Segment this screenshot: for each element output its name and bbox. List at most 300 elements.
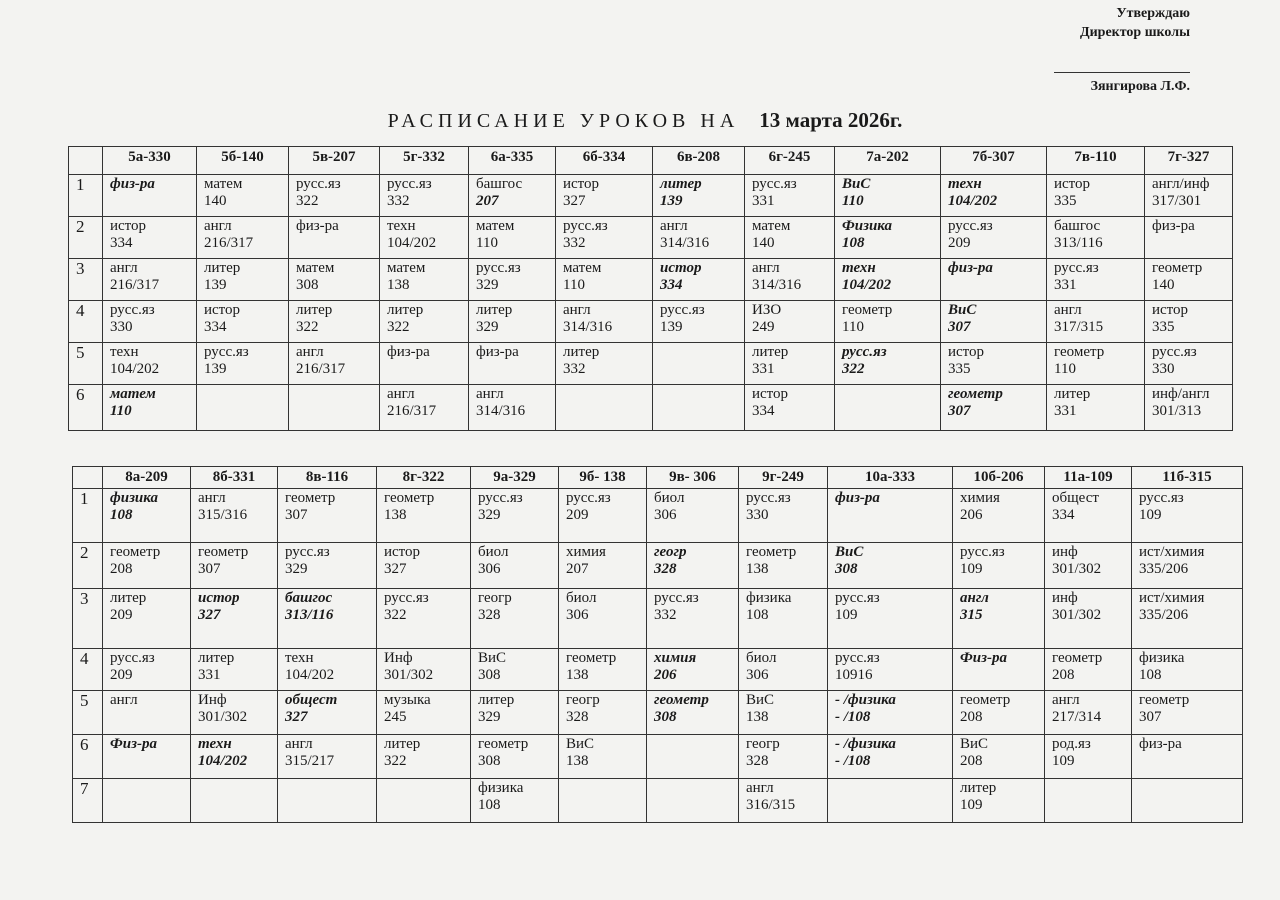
lesson-cell [191, 649, 278, 691]
subject: русс.яз [566, 490, 611, 506]
subject: русс.яз [296, 176, 341, 192]
room-number: 308 [654, 709, 677, 725]
room-number: 331 [752, 361, 775, 377]
lesson-cell [835, 175, 941, 217]
subject: матем [296, 260, 335, 276]
lesson-cell [953, 589, 1045, 649]
subject: техн [842, 260, 876, 276]
room-number: 245 [384, 709, 407, 725]
subject: русс.яз [842, 344, 887, 360]
lesson-cell [197, 343, 289, 385]
subject: физ-ра [948, 260, 993, 276]
room-number: 335 [1152, 319, 1175, 335]
class-header: 9б- 138 [559, 467, 647, 489]
class-header: 6а-335 [469, 147, 556, 175]
lesson-cell [191, 779, 278, 823]
subject: русс.яз [285, 544, 330, 560]
subject: литер [960, 780, 997, 796]
lesson-cell [739, 649, 828, 691]
room-number: 306 [746, 667, 769, 683]
subject: англ [752, 260, 780, 276]
lesson-cell [1045, 649, 1132, 691]
subject: физика [478, 780, 524, 796]
lesson-cell [103, 779, 191, 823]
lesson-cell [377, 649, 471, 691]
lesson-cell [103, 543, 191, 589]
room-number: 306 [566, 607, 589, 623]
room-number: 322 [842, 361, 865, 377]
lesson-row [73, 779, 1243, 823]
lesson-cell [739, 543, 828, 589]
room-number: 209 [566, 507, 589, 523]
room-number: 332 [654, 607, 677, 623]
room-number: 329 [476, 277, 499, 293]
room-number: 328 [654, 561, 677, 577]
lesson-cell [103, 649, 191, 691]
subject: литер [752, 344, 789, 360]
subject: общест [285, 692, 338, 708]
subject: матем [752, 218, 791, 234]
class-header: 10а-333 [828, 467, 953, 489]
room-number: 307 [948, 403, 971, 419]
lesson-cell [377, 543, 471, 589]
subject: биол [566, 590, 597, 606]
class-header: 5б-140 [197, 147, 289, 175]
lesson-cell [835, 385, 941, 431]
subject: ИЗО [752, 302, 782, 318]
schedule-date: 13 марта 2026г. [759, 108, 903, 132]
room-number: 332 [563, 235, 586, 251]
room-number: 329 [285, 561, 308, 577]
room-number: 308 [835, 561, 858, 577]
subject: литер [204, 260, 241, 276]
room-number: 207 [476, 193, 499, 209]
lesson-cell [380, 259, 469, 301]
lesson-cell [469, 301, 556, 343]
subject: русс.яз [948, 218, 993, 234]
subject: геометр [110, 544, 161, 560]
room-number: 306 [654, 507, 677, 523]
room-number: 331 [752, 193, 775, 209]
lesson-number: 1 [73, 489, 103, 543]
approver-position: Директор школы [1079, 25, 1190, 40]
lesson-number: 7 [73, 779, 103, 823]
class-header: 8г-322 [377, 467, 471, 489]
subject: башгос [1054, 218, 1101, 234]
subject: физ-ра [110, 176, 155, 192]
room-number: 109 [1052, 753, 1075, 769]
class-header: 7а-202 [835, 147, 941, 175]
lesson-cell [1132, 691, 1243, 735]
subject: геометр [1152, 260, 1203, 276]
subject: ВиС [835, 544, 864, 560]
lesson-cell [559, 543, 647, 589]
subject: Инф [384, 650, 413, 666]
subject: геометр [842, 302, 893, 318]
lesson-cell [559, 589, 647, 649]
subject: ВиС [842, 176, 871, 192]
lesson-cell [1145, 385, 1233, 431]
lesson-cell [191, 543, 278, 589]
subject: физ-ра [835, 490, 880, 506]
lesson-cell [739, 735, 828, 779]
room-number: 301/302 [198, 709, 248, 725]
subject: физ-ра [476, 344, 519, 360]
room-number: 332 [387, 193, 410, 209]
class-header: 11б-315 [1132, 467, 1243, 489]
room-number: 109 [960, 561, 983, 577]
room-number: 334 [1052, 507, 1075, 523]
room-number: 10916 [835, 667, 873, 683]
subject: англ [285, 736, 313, 752]
subject: литер [478, 692, 515, 708]
subject: геогр [478, 590, 512, 606]
room-number: 108 [746, 607, 769, 623]
room-number: 330 [110, 319, 133, 335]
room-number: 314/316 [563, 319, 613, 335]
approve-label: Утверждаю [1116, 6, 1190, 21]
class-header: 5а-330 [103, 147, 197, 175]
room-number: 334 [660, 277, 683, 293]
lesson-row [73, 735, 1243, 779]
subject: - /физика [835, 736, 896, 752]
room-number: - /108 [835, 753, 871, 769]
subject: англ [1054, 302, 1082, 318]
lesson-row [73, 649, 1243, 691]
room-number: 104/202 [110, 361, 160, 377]
room-number: 329 [478, 507, 501, 523]
subject: химия [960, 490, 1000, 506]
lesson-cell [191, 735, 278, 779]
lesson-cell [289, 385, 380, 431]
subject: геометр [654, 692, 709, 708]
room-number: 301/302 [1052, 607, 1102, 623]
lesson-cell [653, 385, 745, 431]
lesson-cell [103, 175, 197, 217]
subject: русс.яз [478, 490, 523, 506]
subject: литер [387, 302, 424, 318]
class-header: 8а-209 [103, 467, 191, 489]
subject: геометр [566, 650, 617, 666]
subject: Инф [198, 692, 227, 708]
room-number: 308 [478, 753, 501, 769]
subject: истор [1054, 176, 1091, 192]
lesson-cell [745, 385, 835, 431]
lesson-cell [103, 301, 197, 343]
subject: матем [110, 386, 156, 402]
room-number: - /108 [835, 709, 871, 725]
lesson-cell [647, 543, 739, 589]
lesson-number: 5 [73, 691, 103, 735]
subject: англ [110, 692, 138, 708]
room-number: 108 [842, 235, 865, 251]
room-number: 315 [960, 607, 983, 623]
subject: инф [1052, 590, 1078, 606]
room-number: 306 [478, 561, 501, 577]
lesson-cell [953, 691, 1045, 735]
subject: физика [110, 490, 159, 506]
lesson-cell [1045, 589, 1132, 649]
lesson-cell [1132, 489, 1243, 543]
lesson-cell [278, 649, 377, 691]
lesson-cell [1047, 259, 1145, 301]
lesson-cell [835, 217, 941, 259]
lesson-cell [556, 217, 653, 259]
subject: матем [204, 176, 243, 192]
room-number: 109 [960, 797, 983, 813]
lesson-cell [828, 779, 953, 823]
subject: русс.яз [835, 590, 880, 606]
lesson-cell [471, 691, 559, 735]
lesson-cell [647, 779, 739, 823]
lesson-cell [278, 735, 377, 779]
lesson-cell [1132, 779, 1243, 823]
lesson-cell [828, 691, 953, 735]
schedule-table-grades-5-7 [68, 146, 1233, 431]
class-header: 5в-207 [289, 147, 380, 175]
lesson-cell [1132, 543, 1243, 589]
room-number: 138 [566, 667, 589, 683]
lesson-cell [653, 259, 745, 301]
lesson-cell [289, 301, 380, 343]
room-number: 209 [110, 607, 133, 623]
subject: истор [384, 544, 421, 560]
lesson-cell [1132, 649, 1243, 691]
subject: физ-ра [1139, 736, 1182, 752]
lesson-cell [828, 589, 953, 649]
lesson-cell [1045, 691, 1132, 735]
class-header: 10б-206 [953, 467, 1045, 489]
room-number: 110 [110, 403, 132, 419]
subject: русс.яз [654, 590, 699, 606]
room-number: 140 [204, 193, 227, 209]
subject: русс.яз [476, 260, 521, 276]
lesson-cell [653, 217, 745, 259]
subject: геометр [285, 490, 336, 506]
room-number: 335 [1054, 193, 1077, 209]
lesson-cell [828, 543, 953, 589]
room-number: 208 [110, 561, 133, 577]
lesson-cell [745, 175, 835, 217]
room-number: 322 [296, 193, 319, 209]
subject: англ [1052, 692, 1080, 708]
subject: русс.яз [1054, 260, 1099, 276]
subject: англ [198, 490, 226, 506]
room-number: 207 [566, 561, 589, 577]
room-number: 317/301 [1152, 193, 1202, 209]
subject: литер [110, 590, 147, 606]
subject: русс.яз [387, 176, 432, 192]
room-number: 138 [746, 561, 769, 577]
subject: ист/химия [1139, 590, 1205, 606]
subject: русс.яз [1139, 490, 1184, 506]
class-header: 7в-110 [1047, 147, 1145, 175]
lesson-cell [278, 543, 377, 589]
lesson-cell [1045, 735, 1132, 779]
subject: физ-ра [1152, 218, 1195, 234]
subject: англ [204, 218, 232, 234]
room-number: 322 [384, 607, 407, 623]
subject: русс.яз [960, 544, 1005, 560]
subject: геометр [478, 736, 529, 752]
room-number: 331 [198, 667, 221, 683]
subject: физика [746, 590, 792, 606]
lesson-cell [828, 489, 953, 543]
lesson-cell [469, 217, 556, 259]
subject: Физ-ра [960, 650, 1007, 666]
lesson-cell [941, 343, 1047, 385]
lesson-cell [469, 385, 556, 431]
room-number: 329 [476, 319, 499, 335]
lesson-cell [191, 489, 278, 543]
lesson-cell [1132, 735, 1243, 779]
lesson-cell [653, 343, 745, 385]
lesson-cell [559, 649, 647, 691]
room-number: 216/317 [296, 361, 346, 377]
lesson-cell [191, 589, 278, 649]
subject: русс.яз [204, 344, 249, 360]
room-number: 316/315 [746, 797, 796, 813]
room-number: 329 [478, 709, 501, 725]
lesson-row [69, 217, 1233, 259]
subject: инф [1052, 544, 1078, 560]
room-number: 208 [1052, 667, 1075, 683]
lesson-cell [835, 301, 941, 343]
room-number: 209 [110, 667, 133, 683]
lesson-cell [647, 649, 739, 691]
room-number: 335/206 [1139, 561, 1189, 577]
room-number: 206 [960, 507, 983, 523]
lesson-cell [559, 691, 647, 735]
lesson-number: 5 [69, 343, 103, 385]
lesson-cell [828, 649, 953, 691]
lesson-row [69, 259, 1233, 301]
lesson-cell [380, 301, 469, 343]
room-number: 216/317 [204, 235, 254, 251]
room-number: 314/316 [476, 403, 526, 419]
lesson-cell [471, 543, 559, 589]
room-number: 313/116 [285, 607, 334, 623]
schedule-table-grades-8-11 [72, 466, 1243, 823]
lesson-cell [556, 385, 653, 431]
subject: биол [478, 544, 509, 560]
subject: англ [563, 302, 591, 318]
room-number: 322 [296, 319, 319, 335]
lesson-cell [647, 489, 739, 543]
subject: техн [387, 218, 416, 234]
lesson-cell [380, 217, 469, 259]
room-number: 301/302 [1052, 561, 1102, 577]
subject: русс.яз [752, 176, 797, 192]
subject: физ-ра [387, 344, 430, 360]
lesson-cell [941, 259, 1047, 301]
subject: истор [563, 176, 600, 192]
subject: англ [110, 260, 138, 276]
subject: химия [654, 650, 697, 666]
lesson-cell [377, 779, 471, 823]
lesson-cell [1047, 343, 1145, 385]
lesson-cell [469, 343, 556, 385]
subject: геометр [1054, 344, 1105, 360]
lesson-cell [278, 489, 377, 543]
lesson-cell [1145, 259, 1233, 301]
lesson-cell [941, 175, 1047, 217]
room-number: 138 [387, 277, 410, 293]
lesson-cell [103, 691, 191, 735]
lesson-cell [197, 175, 289, 217]
room-number: 216/317 [387, 403, 437, 419]
room-number: 206 [654, 667, 677, 683]
subject: литер [660, 176, 702, 192]
lesson-cell [953, 489, 1045, 543]
subject: англ [296, 344, 324, 360]
room-number: 301/313 [1152, 403, 1202, 419]
room-number: 249 [752, 319, 775, 335]
room-number: 328 [478, 607, 501, 623]
lesson-cell [103, 259, 197, 301]
room-number: 208 [960, 753, 983, 769]
lesson-number: 1 [69, 175, 103, 217]
room-number: 334 [752, 403, 775, 419]
subject: техн [948, 176, 982, 192]
lesson-row [73, 543, 1243, 589]
lesson-cell [953, 649, 1045, 691]
subject: литер [198, 650, 235, 666]
lesson-cell [745, 217, 835, 259]
room-number: 328 [566, 709, 589, 725]
class-header: 8в-116 [278, 467, 377, 489]
lesson-cell [103, 343, 197, 385]
room-number: 327 [285, 709, 308, 725]
class-header: 6в-208 [653, 147, 745, 175]
lesson-cell [1145, 343, 1233, 385]
room-number: 313/116 [1054, 235, 1103, 251]
room-number: 331 [1054, 277, 1077, 293]
class-header: 6б-334 [556, 147, 653, 175]
subject: род.яз [1052, 736, 1091, 752]
subject: ВиС [746, 692, 775, 708]
subject: физика [1139, 650, 1185, 666]
room-number: 139 [660, 193, 683, 209]
subject: химия [566, 544, 606, 560]
lesson-row [69, 385, 1233, 431]
room-number: 307 [285, 507, 308, 523]
room-number: 307 [1139, 709, 1162, 725]
subject: истор [1152, 302, 1189, 318]
room-number: 104/202 [198, 753, 248, 769]
room-number: 327 [198, 607, 221, 623]
lesson-cell [197, 259, 289, 301]
lesson-cell [941, 217, 1047, 259]
class-header: 9а-329 [471, 467, 559, 489]
subject: Физ-ра [110, 736, 157, 752]
subject: англ [746, 780, 774, 796]
lesson-cell [1045, 489, 1132, 543]
subject: техн [198, 736, 232, 752]
lesson-cell [377, 589, 471, 649]
lesson-cell [103, 385, 197, 431]
lesson-cell [197, 385, 289, 431]
room-number: 104/202 [387, 235, 437, 251]
subject: матем [563, 260, 602, 276]
subject: литер [563, 344, 600, 360]
room-number: 331 [1054, 403, 1077, 419]
lesson-cell [556, 343, 653, 385]
lesson-cell [647, 691, 739, 735]
subject: ист/химия [1139, 544, 1205, 560]
subject: русс.яз [746, 490, 791, 506]
corner-cell [73, 467, 103, 489]
